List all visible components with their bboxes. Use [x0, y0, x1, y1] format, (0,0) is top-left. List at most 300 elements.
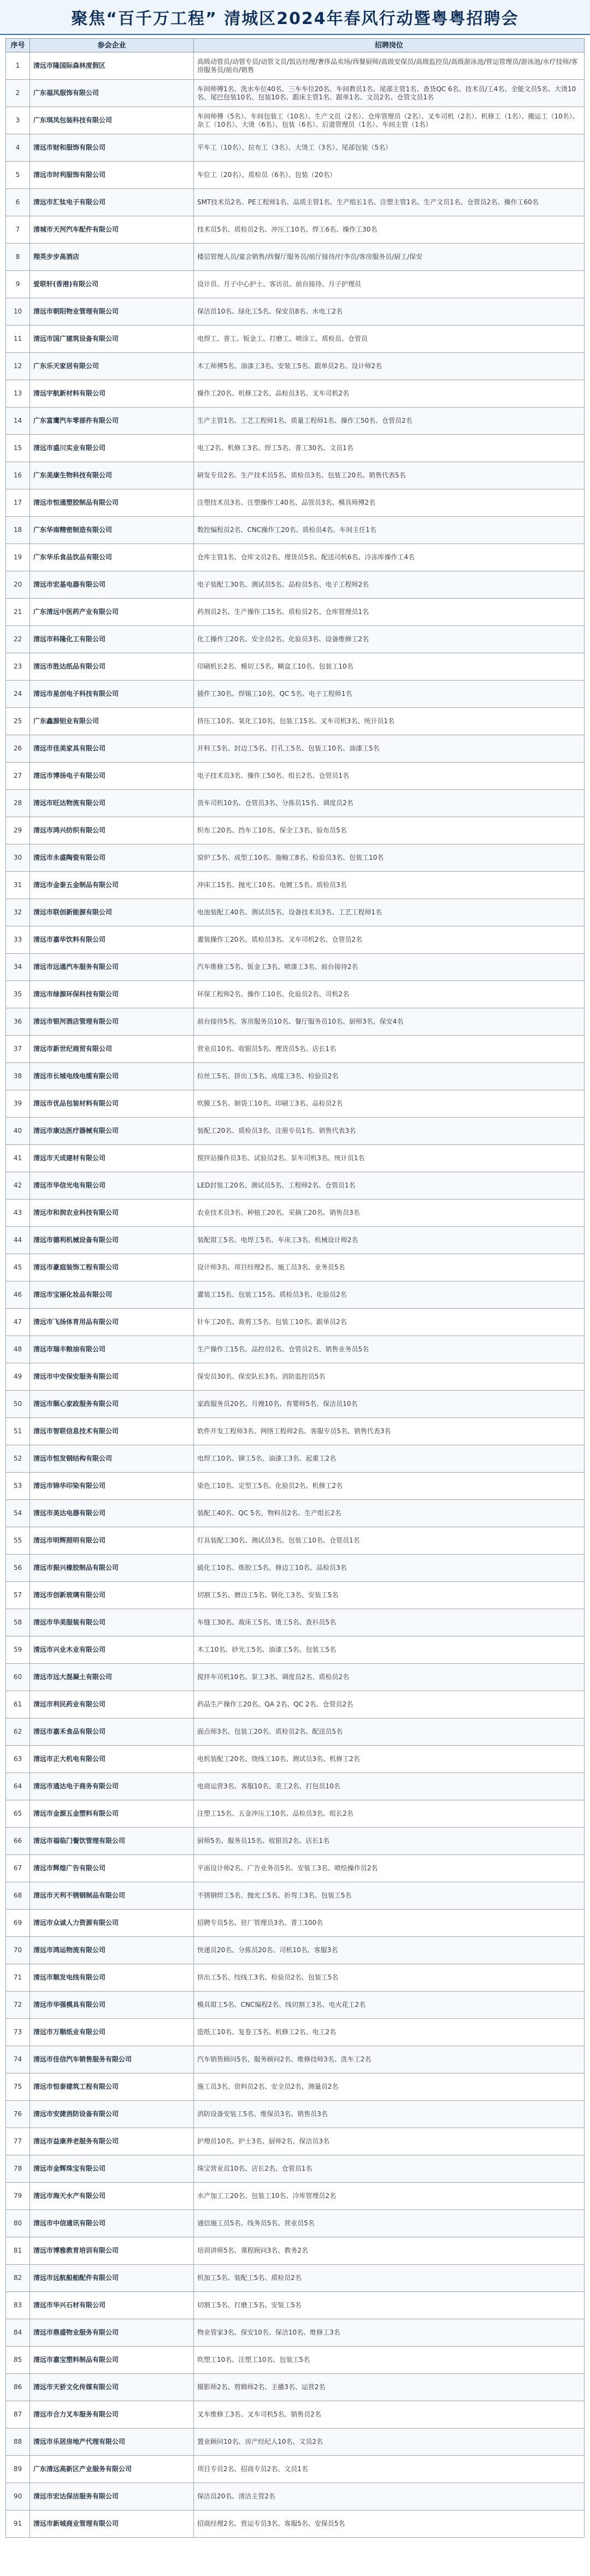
table-row	[6, 2429, 585, 2456]
job-positions: 平面设计师2名、广告业务员5名、安装工3名、喷绘操作员2名	[194, 1855, 585, 1882]
job-positions: 生产操作工15名、品控员2名、仓管员2名、销售业务员5名	[194, 1336, 585, 1363]
row-index: 28	[6, 790, 30, 817]
company-name: 清远市盛川实业有限公司	[30, 435, 194, 462]
job-positions: 车位工（20名）、质检员（6名）、包装（20名）	[194, 162, 585, 189]
company-name: 清远市顺发电线有限公司	[30, 1964, 194, 1992]
company-name: 清远市恒通塑胶制品有限公司	[30, 489, 194, 517]
table-row	[6, 134, 585, 162]
company-name: 广东福凤服饰有限公司	[30, 80, 194, 107]
table-row	[6, 1363, 585, 1391]
table-row	[6, 326, 585, 353]
row-index: 6	[6, 189, 30, 216]
row-index: 91	[6, 2510, 30, 2538]
company-name: 清远市众诚人力资源有限公司	[30, 1910, 194, 1937]
table-row	[6, 2128, 585, 2155]
job-positions: 插件工30名、焊锡工10名、QC 5名、电子工程师1名	[194, 681, 585, 708]
row-index: 77	[6, 2128, 30, 2155]
job-positions: 模具钳工5名、CNC编程2名、线切割工3名、电火花工2名	[194, 1992, 585, 2019]
company-name: 清远市安捷消防设备有限公司	[30, 2101, 194, 2128]
row-index: 3	[6, 107, 30, 134]
table-row	[6, 1718, 585, 1746]
company-name: 广东清远高新区产业服务有限公司	[30, 2456, 194, 2483]
company-name: 广东富鹰汽车零部件有限公司	[30, 407, 194, 435]
company-name: 清远市明辉照明有限公司	[30, 1527, 194, 1555]
job-positions: 车间师傅（5名）、车间包装工（10名）、生产文员（2名）、仓库管理员（2名）、叉车司机（2名）、机修工（1名）、搬运工（10名）、杂工（10名）、大烫（6名）、包装（6名）、后道管理员（1名）、车间主管（1名）	[194, 107, 585, 134]
job-positions: 培训讲师5名、课程顾问3名、教务2名	[194, 2237, 585, 2265]
row-index: 39	[6, 1090, 30, 1118]
table-row	[6, 1691, 585, 1718]
job-positions: 护理员10名、护士3名、厨师2名、保洁员3名	[194, 2128, 585, 2155]
table-row	[6, 380, 585, 407]
job-positions: 仓库主管1名、仓库文员2名、理货员5名、配送司机6名、冷冻库操作工4名	[194, 544, 585, 571]
table-row	[6, 1418, 585, 1445]
table-row	[6, 954, 585, 981]
table-row	[6, 1200, 585, 1227]
job-positions: 木工10名、砂光工5名、油漆工5名、包装工5名	[194, 1636, 585, 1664]
table-row	[6, 1036, 585, 1063]
row-index: 56	[6, 1555, 30, 1582]
job-positions: 灯具装配工30名、测试员3名、包装工10名、仓管员1名	[194, 1527, 585, 1555]
row-index: 21	[6, 599, 30, 626]
job-positions: 电机装配工20名、绕线工10名、测试员3名、机修工2名	[194, 1746, 585, 1773]
row-index: 43	[6, 1200, 30, 1227]
company-name: 广东华乐食品饮品有限公司	[30, 544, 194, 571]
job-positions: 摄影师2名、剪辑师2名、主播3名、运营2名	[194, 2374, 585, 2401]
row-index: 59	[6, 1636, 30, 1664]
company-name: 清远市财和服饰有限公司	[30, 134, 194, 162]
job-positions: 设计师3名、项目经理2名、施工员3名、业务员5名	[194, 1254, 585, 1281]
row-index: 64	[6, 1773, 30, 1800]
company-name: 清远市嘉华饮料有限公司	[30, 926, 194, 954]
company-name: 清远市优品包装材料有限公司	[30, 1090, 194, 1118]
job-positions: 吹塑工10名、注塑工10名、包装工5名	[194, 2347, 585, 2374]
company-name: 清远市长城电线电缆有限公司	[30, 1063, 194, 1090]
row-index: 88	[6, 2429, 30, 2456]
row-index: 83	[6, 2292, 30, 2319]
title-bar	[0, 0, 590, 35]
row-index: 19	[6, 544, 30, 571]
table-body	[6, 52, 585, 2538]
job-positions: 农业技术员3名、种植工20名、采摘工20名、销售员3名	[194, 1200, 585, 1227]
job-positions: 化工操作工20名、安全员2名、化验员3名、设备维修工2名	[194, 626, 585, 653]
row-index: 74	[6, 2046, 30, 2073]
job-positions: 面点师3名、包装工20名、质检员2名、配送员5名	[194, 1718, 585, 1746]
table-row	[6, 52, 585, 80]
table-row	[6, 462, 585, 489]
job-positions: 软件开发工程师3名、网络工程师2名、客服专员5名、销售代表3名	[194, 1418, 585, 1445]
job-positions: 电商运营3名、客服10名、美工2名、打包员10名	[194, 1773, 585, 1800]
row-index: 4	[6, 134, 30, 162]
row-index: 51	[6, 1418, 30, 1445]
row-index: 50	[6, 1391, 30, 1418]
job-positions: 技术员5名、质检员2名、冲压工10名、焊工6名、操作工30名	[194, 216, 585, 244]
table-row	[6, 1145, 585, 1172]
table-row	[6, 517, 585, 544]
company-name: 广东琪凤包装科技有限公司	[30, 107, 194, 134]
job-positions: 置业顾问10名、房产经纪人10名、文员2名	[194, 2429, 585, 2456]
row-index: 32	[6, 899, 30, 926]
company-name: 清远市胜达纸品有限公司	[30, 653, 194, 681]
company-name: 清远市绿源环保科技有限公司	[30, 981, 194, 1008]
row-index: 45	[6, 1254, 30, 1281]
table-row	[6, 626, 585, 653]
table-row	[6, 353, 585, 380]
company-name: 清远市天骄文化传媒有限公司	[30, 2374, 194, 2401]
row-index: 30	[6, 844, 30, 872]
table-row	[6, 2019, 585, 2046]
company-name: 清远市宝丽化妆品有限公司	[30, 1281, 194, 1309]
table-row	[6, 981, 585, 1008]
table-row	[6, 544, 585, 571]
table-row	[6, 1281, 585, 1309]
job-positions: 环保工程师2名、操作工10名、化验员2名、司机2名	[194, 981, 585, 1008]
row-index: 55	[6, 1527, 30, 1555]
company-name: 广东鑫源铝业有限公司	[30, 708, 194, 735]
row-index: 87	[6, 2401, 30, 2429]
page-title: 聚焦“百千万工程” 清城区2024年春风行动暨粤粤招聘会	[71, 9, 519, 28]
company-name: 广东美康生物科技有限公司	[30, 462, 194, 489]
job-positions: SMT技术员2名、PE工程师1名、品质主管1名、生产组长1名、注塑主管1名、生产文员1名、仓管员2名、操作工60名	[194, 189, 585, 216]
job-positions: 营业员10名、收银员5名、理货员5名、店长1名	[194, 1036, 585, 1063]
job-positions: 冲床工15名、抛光工10名、电镀工5名、质检员3名	[194, 872, 585, 899]
table-row	[6, 844, 585, 872]
job-positions: 造纸工10名、复卷工5名、机修工2名、电工2名	[194, 2019, 585, 2046]
row-index: 73	[6, 2019, 30, 2046]
table-row	[6, 1445, 585, 1473]
table-row	[6, 1172, 585, 1200]
job-positions: 操作工20名、机修工2名、品检员3名、叉车司机2名	[194, 380, 585, 407]
table-row	[6, 653, 585, 681]
table-row	[6, 872, 585, 899]
company-name: 清远市福临门餐饮管理有限公司	[30, 1828, 194, 1855]
job-positions: 装配工20名、质检员3名、注册专员1名、销售代表3名	[194, 1118, 585, 1145]
row-index: 79	[6, 2183, 30, 2210]
job-positions: 汽车销售顾问5名、服务顾问2名、维修技师3名、洗车工2名	[194, 2046, 585, 2073]
row-index: 33	[6, 926, 30, 954]
job-positions: 汽车维修工5名、钣金工3名、喷漆工3名、前台接待2名	[194, 954, 585, 981]
table-row	[6, 1555, 585, 1582]
row-index: 14	[6, 407, 30, 435]
table-row	[6, 1500, 585, 1527]
table-row	[6, 2046, 585, 2073]
company-name: 清远市金泰五金制品有限公司	[30, 872, 194, 899]
company-name: 清远市银河酒店管理有限公司	[30, 1008, 194, 1036]
row-index: 63	[6, 1746, 30, 1773]
company-name: 清远市瑞丰粮油有限公司	[30, 1336, 194, 1363]
company-name: 清城市天河汽车配件有限公司	[30, 216, 194, 244]
job-positions: 设计员、月子中心护士、客访员、前台接待、月子护理员	[194, 271, 585, 298]
row-index: 29	[6, 817, 30, 844]
company-name: 清远市华美服装有限公司	[30, 1609, 194, 1636]
company-name: 广东华南精密制造有限公司	[30, 517, 194, 544]
table-row	[6, 763, 585, 790]
company-name: 清远市康达医疗器械有限公司	[30, 1118, 194, 1145]
table-row	[6, 407, 585, 435]
job-positions: 织布工20名、挡车工10名、保全工3名、验布员5名	[194, 817, 585, 844]
job-positions: 货车司机10名、仓管员3名、分拣员15名、调度员2名	[194, 790, 585, 817]
job-positions: 招商经理2名、营运专员3名、客服5名、安保员5名	[194, 2510, 585, 2538]
table-row	[6, 1937, 585, 1964]
table-row	[6, 1964, 585, 1992]
job-positions: 不锈钢焊工5名、抛光工5名、折弯工3名、包装工5名	[194, 1882, 585, 1910]
row-index: 20	[6, 571, 30, 599]
table-row	[6, 1855, 585, 1882]
row-index: 67	[6, 1855, 30, 1882]
row-index: 15	[6, 435, 30, 462]
job-positions: 装配钳工5名、电焊工5名、车床工3名、机械设计师2名	[194, 1227, 585, 1254]
row-index: 10	[6, 298, 30, 326]
row-index: 53	[6, 1473, 30, 1500]
table-row	[6, 1800, 585, 1828]
job-positions: 注塑技术员3名、注塑操作工40名、品管员3名、模具师傅2名	[194, 489, 585, 517]
job-positions: 挤出工5名、绞线工3名、检验员2名、包装工5名	[194, 1964, 585, 1992]
table-row	[6, 1609, 585, 1636]
row-index: 11	[6, 326, 30, 353]
row-index: 69	[6, 1910, 30, 1937]
row-index: 71	[6, 1964, 30, 1992]
row-index: 57	[6, 1582, 30, 1609]
company-name: 清远市朝阳物业管理有限公司	[30, 298, 194, 326]
table-row	[6, 2456, 585, 2483]
job-positions: 研发专员2名、生产技术员5名、质检员3名、包装工20名、销售代表5名	[194, 462, 585, 489]
row-index: 84	[6, 2319, 30, 2347]
job-positions: 灌装操作工20名、质检员3名、叉车司机2名、仓管员2名	[194, 926, 585, 954]
row-index: 62	[6, 1718, 30, 1746]
row-index: 12	[6, 353, 30, 380]
job-positions: 挤压工10名、氧化工10名、包装工15名、叉车司机3名、统计员1名	[194, 708, 585, 735]
company-name: 爱联轩(香港)有限公司	[30, 271, 194, 298]
table-row	[6, 2155, 585, 2183]
table-row	[6, 189, 585, 216]
job-positions: 生产主管1名、工艺工程师1名、质量工程师1名、操作工50名、仓管员2名	[194, 407, 585, 435]
job-positions: 切割工5名、打磨工5名、安装工5名	[194, 2292, 585, 2319]
company-name: 清远市汇钛电子有限公司	[30, 189, 194, 216]
company-name: 清远市通达电子商务有限公司	[30, 1773, 194, 1800]
row-index: 60	[6, 1664, 30, 1691]
row-index: 1	[6, 52, 30, 80]
row-index: 5	[6, 162, 30, 189]
company-name: 清远市恒发钢结构有限公司	[30, 1445, 194, 1473]
company-name: 清远市星创电子科技有限公司	[30, 681, 194, 708]
company-name: 清远市恒泰建筑工程有限公司	[30, 2073, 194, 2101]
header-positions: 招聘岗位	[194, 39, 585, 52]
table-row	[6, 790, 585, 817]
table-row	[6, 1227, 585, 1254]
row-index: 86	[6, 2374, 30, 2401]
table-row	[6, 2073, 585, 2101]
job-positions: 电池装配工40名、测试员5名、设备技术员3名、工艺工程师1名	[194, 899, 585, 926]
row-index: 7	[6, 216, 30, 244]
job-positions: 消防设备安装工5名、维保员3名、销售员3名	[194, 2101, 585, 2128]
table-row	[6, 2483, 585, 2510]
company-name: 清远市德利机械设备有限公司	[30, 1227, 194, 1254]
company-name: 清远市时利服饰有限公司	[30, 162, 194, 189]
row-index: 72	[6, 1992, 30, 2019]
job-positions: 水产加工工20名、包装工10名、冷库管理员2名	[194, 2183, 585, 2210]
table-row	[6, 244, 585, 271]
row-index: 38	[6, 1063, 30, 1090]
table-row	[6, 1746, 585, 1773]
row-index: 81	[6, 2237, 30, 2265]
job-positions: 叉车维修工3名、叉车司机5名、销售员2名	[194, 2401, 585, 2429]
row-index: 47	[6, 1309, 30, 1336]
row-index: 16	[6, 462, 30, 489]
table-row	[6, 1008, 585, 1036]
job-positions: 保洁员10名、绿化工5名、保安员8名、水电工2名	[194, 298, 585, 326]
table-row	[6, 2101, 585, 2128]
job-positions: 招聘专员5名、驻厂管理员3名、普工100名	[194, 1910, 585, 1937]
company-name: 清远市利民药业有限公司	[30, 1691, 194, 1718]
job-positions: 机加工5名、装配工5名、质检员2名	[194, 2265, 585, 2292]
row-index: 31	[6, 872, 30, 899]
job-positions: 数控编程员2名、CNC操作工20名、质检员4名、车间主任1名	[194, 517, 585, 544]
table-row	[6, 2401, 585, 2429]
row-index: 82	[6, 2265, 30, 2292]
job-positions: 保安员30名、保安队长3名、消防监控员5名	[194, 1363, 585, 1391]
job-positions: 车间师傅1名、洗水车位40名、三车车位20名、车间教员1名、尾部主管1名、查货QC 6名、技术员/工4名、全能文员5名、大烫10名、尾巴包装10名、包装10名、跟床主管1名、跟单1名、文员2名、仓管文员1名	[194, 80, 585, 107]
job-positions: 施工员3名、资料员2名、安全员2名、测量员2名	[194, 2073, 585, 2101]
job-positions: 厨师5名、服务员15名、收银员2名、店长1名	[194, 1828, 585, 1855]
table-row	[6, 1118, 585, 1145]
table-row	[6, 1992, 585, 2019]
company-name: 清远市博雅教育培训有限公司	[30, 2237, 194, 2265]
company-name: 清远市兴业木业有限公司	[30, 1636, 194, 1664]
table-row	[6, 80, 585, 107]
table-row	[6, 571, 585, 599]
job-positions: 药品生产操作工20名、QA 2名、QC 2名、仓管员2名	[194, 1691, 585, 1718]
header-company: 参会企业	[30, 39, 194, 52]
table-row	[6, 817, 585, 844]
table-row	[6, 1090, 585, 1118]
company-name: 清远市宏达保洁服务有限公司	[30, 2483, 194, 2510]
company-name: 清远市远大混凝土有限公司	[30, 1664, 194, 1691]
company-name: 清远市金辉珠宝有限公司	[30, 2155, 194, 2183]
row-index: 9	[6, 271, 30, 298]
table-row	[6, 435, 585, 462]
company-name: 清远市宏基电器有限公司	[30, 571, 194, 599]
company-name: 广东清远中医药产业有限公司	[30, 599, 194, 626]
job-positions: 木工师傅5名、油漆工3名、安装工5名、跟单员2名、设计师2名	[194, 353, 585, 380]
company-name: 广东乐天家居有限公司	[30, 353, 194, 380]
job-positions: 项目专员2名、招商专员2名、文员1名	[194, 2456, 585, 2483]
table-row	[6, 2292, 585, 2319]
company-name: 清远宇航新材料有限公司	[30, 380, 194, 407]
company-name: 翔英步步高酒店	[30, 244, 194, 271]
table-row	[6, 1391, 585, 1418]
table-row	[6, 2347, 585, 2374]
row-index: 18	[6, 517, 30, 544]
table-row	[6, 2265, 585, 2292]
row-index: 85	[6, 2347, 30, 2374]
company-name: 清远市佳信汽车销售服务有限公司	[30, 2046, 194, 2073]
job-positions: 灌装工15名、包装工15名、质检员3名、化验员2名	[194, 1281, 585, 1309]
recruitment-table	[5, 38, 585, 2538]
company-name: 清远市中信通讯有限公司	[30, 2210, 194, 2237]
job-positions: 电子技术员3名、操作工50名、组长2名、仓管员1名	[194, 763, 585, 790]
job-positions: 快递员20名、分拣员20名、司机10名、客服3名	[194, 1937, 585, 1964]
job-positions: 电焊工、普工、钣金工、打磨工、喷涂工、质检员、仓管员	[194, 326, 585, 353]
job-positions: 楼层管理人员/宴会销售/西餐厅服务员/前厅接待/行李员/客房服务员/厨工/保安	[194, 244, 585, 271]
company-name: 清远市智联信息技术有限公司	[30, 1418, 194, 1445]
job-positions: 装配工40名、QC 5名、物料员2名、生产组长2名	[194, 1500, 585, 1527]
job-positions: 平车工（10名）、拉布工（3名）、大烫工（3名）、尾部包装（5名）	[194, 134, 585, 162]
company-name: 清远市中安保安服务有限公司	[30, 1363, 194, 1391]
job-positions: 前台接待5名、客房服务员10名、餐厅服务员10名、厨师3名、保安4名	[194, 1008, 585, 1036]
company-name: 清远市顺心家政服务有限公司	[30, 1391, 194, 1418]
company-name: 清远市华兴石材有限公司	[30, 2292, 194, 2319]
row-index: 66	[6, 1828, 30, 1855]
row-index: 76	[6, 2101, 30, 2128]
table-row	[6, 1636, 585, 1664]
table-row	[6, 599, 585, 626]
job-positions: 硫化工10名、炼胶工5名、修边工10名、品检员3名	[194, 1555, 585, 1582]
company-name: 清远市科隆化工有限公司	[30, 626, 194, 653]
table-row	[6, 1336, 585, 1363]
row-index: 40	[6, 1118, 30, 1145]
table-row	[6, 1910, 585, 1937]
table-row	[6, 1882, 585, 1910]
row-index: 2	[6, 80, 30, 107]
job-positions: 保洁员20名、清洁主管2名	[194, 2483, 585, 2510]
company-name: 清远市合力叉车服务有限公司	[30, 2401, 194, 2429]
row-index: 8	[6, 244, 30, 271]
job-positions: 药剂员2名、生产操作工15名、质检员2名、仓库管理员1名	[194, 599, 585, 626]
table-row	[6, 2210, 585, 2237]
job-positions: 电工2名、机修工3名、焊工5名、普工30名、文员1名	[194, 435, 585, 462]
table-header-row	[6, 39, 585, 52]
row-index: 23	[6, 653, 30, 681]
row-index: 46	[6, 1281, 30, 1309]
company-name: 清远市嘉宝塑料制品有限公司	[30, 2347, 194, 2374]
company-name: 清远市远通汽车服务有限公司	[30, 954, 194, 981]
company-name: 清远市嘉禾食品有限公司	[30, 1718, 194, 1746]
row-index: 34	[6, 954, 30, 981]
company-name: 清远市永盛陶瓷有限公司	[30, 844, 194, 872]
row-index: 58	[6, 1609, 30, 1636]
company-name: 清远市远航船舶配件有限公司	[30, 2265, 194, 2292]
company-name: 清远市博扬电子有限公司	[30, 763, 194, 790]
row-index: 25	[6, 708, 30, 735]
table-row	[6, 2510, 585, 2538]
row-index: 90	[6, 2483, 30, 2510]
job-positions: 注塑工15名、五金冲压工10名、品检员3名、组长2名	[194, 1800, 585, 1828]
row-index: 89	[6, 2456, 30, 2483]
job-positions: 搅拌车司机10名、泵工3名、调度员2名、质检员2名	[194, 1664, 585, 1691]
table-row	[6, 1664, 585, 1691]
job-positions: 染色工10名、定型工5名、化验员2名、机修工2名	[194, 1473, 585, 1500]
company-name: 清远市辉煌广告有限公司	[30, 1855, 194, 1882]
row-index: 68	[6, 1882, 30, 1910]
table-row	[6, 489, 585, 517]
job-positions: 家政服务员20名、月嫂10名、育婴师5名、保洁员10名	[194, 1391, 585, 1418]
company-name: 清远市旺达物流有限公司	[30, 790, 194, 817]
company-name: 清远市乐居房地产代理有限公司	[30, 2429, 194, 2456]
header-index: 序号	[6, 39, 30, 52]
company-name: 清远市鸿兴纺织有限公司	[30, 817, 194, 844]
job-positions: 通信施工员5名、线务员5名、营业员5名	[194, 2210, 585, 2237]
company-name: 清远市国广建筑设备有限公司	[30, 326, 194, 353]
row-index: 54	[6, 1500, 30, 1527]
job-positions: 拉丝工5名、挤出工5名、成缆工3名、检验员2名	[194, 1063, 585, 1090]
company-name: 清远市创新玻璃有限公司	[30, 1582, 194, 1609]
company-name: 清远市华强模具有限公司	[30, 1992, 194, 2019]
company-name: 清远市隆国际森林度假区	[30, 52, 194, 80]
job-positions: 电焊工10名、铆工5名、油漆工3名、起重工2名	[194, 1445, 585, 1473]
company-name: 清远市正大机电有限公司	[30, 1746, 194, 1773]
company-name: 清远市金源五金塑料有限公司	[30, 1800, 194, 1828]
job-positions: 窑炉工5名、成型工10名、施釉工8名、检验员3名、包装工10名	[194, 844, 585, 872]
row-index: 70	[6, 1937, 30, 1964]
